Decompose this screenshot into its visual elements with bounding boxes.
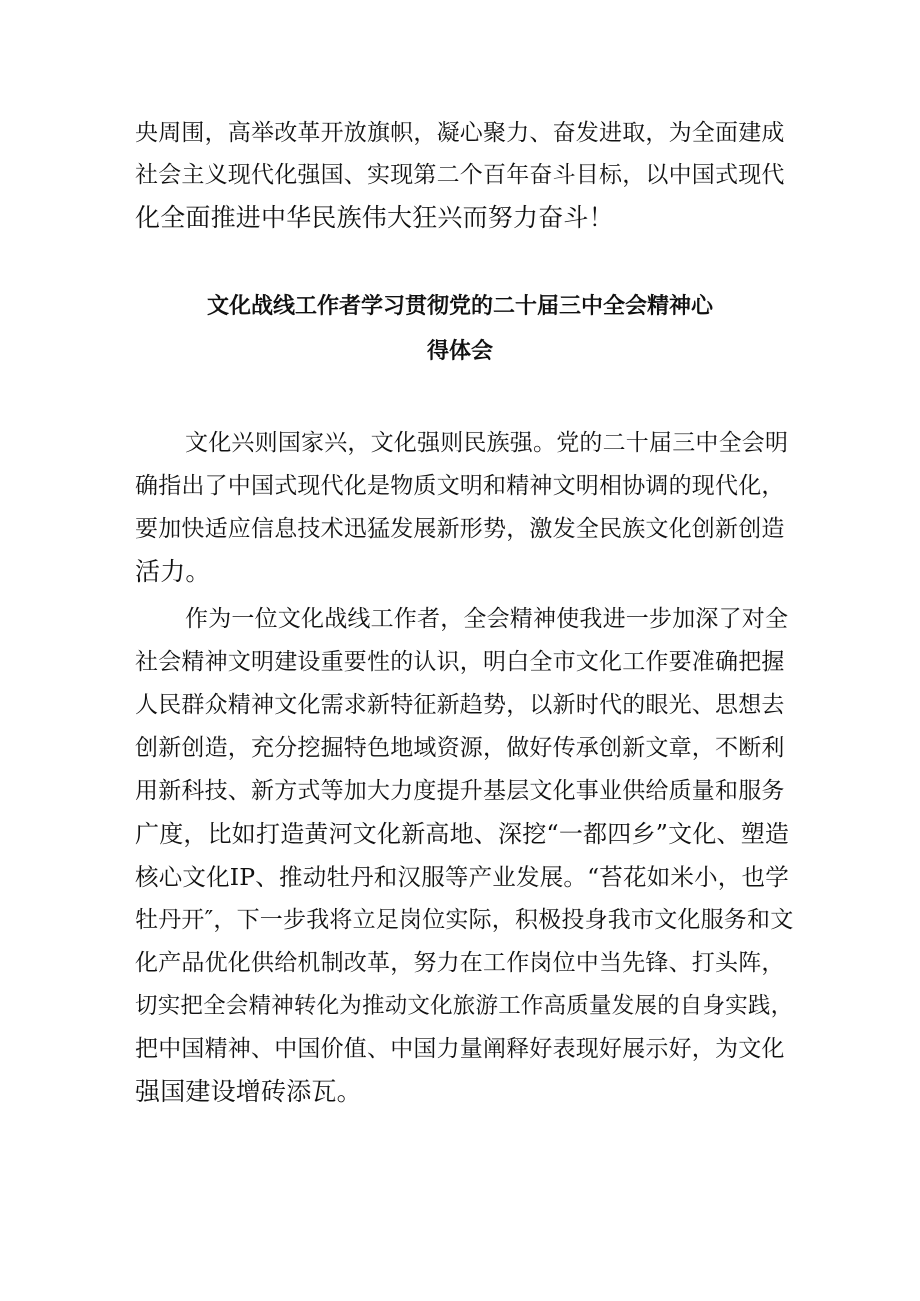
paragraph-line: 切实把全会精神转化为推动文化旅游工作高质量发展的自身实践， [135,993,794,1019]
intro-line: 央周围，高举改革开放旗帜，凝心聚力、奋发进取，为全面建成 [135,120,785,146]
paragraph-line: 确指出了中国式现代化是物质文明和精神文明相协调的现代化， [135,473,785,499]
paragraph-line: 用新科技、新方式等加大力度提升基层文化事业供给质量和服务 [135,778,785,804]
intro-line: 社会主义现代化强国、实现第二个百年奋斗目标，以中国式现代 [135,162,785,188]
paragraph-line: 牡丹开″，下一步我将立足岗位实际，积极投身我市文化服务和文 [135,907,794,933]
paragraph-line: 作为一位文化战线工作者，全会精神使我进一步加深了对全 [185,606,789,632]
paragraph-line: 要加快适应信息技术迅猛发展新形势，激发全民族文化创新创造 [135,516,785,542]
paragraph-line: 核心文化IP、推动牡丹和汉服等产业发展。“苔花如米小，也学 [135,863,789,891]
paragraph-line: 把中国精神、中国价值、中国力量阐释好表现好展示好，为文化 [135,1036,785,1062]
paragraph-line: 化产品优化供给机制改革，努力在工作岗位中当先锋、打头阵， [135,950,785,976]
paragraph-line: 社会精神文明建设重要性的认识，明白全市文化工作要准确把握 [135,649,785,675]
intro-line: 化全面推进中华民族伟大狂兴而努力奋斗！ [135,203,614,232]
paragraph-line: 文化兴则国家兴，文化强则民族强。党的二十届三中全会明 [185,430,789,456]
paragraph-line: 创新创造，充分挖掘特色地域资源，做好传承创新文章，不断利 [135,735,785,761]
paragraph-line: 活力。 [135,557,211,586]
paragraph-line: 人民群众精神文化需求新特征新趋势，以新时代的眼光、思想去 [135,692,785,718]
article-title-line: 得体会 [426,339,493,364]
paragraph-line: 广度，比如打造黄河文化新高地、深挖“一都四乡”文化、塑造 [135,820,790,848]
paragraph-line: 强国建设增砖添瓦。 [135,1077,362,1106]
article-title-line: 文化战线工作者学习贯彻党的二十届三中全会精神心 [206,294,713,319]
